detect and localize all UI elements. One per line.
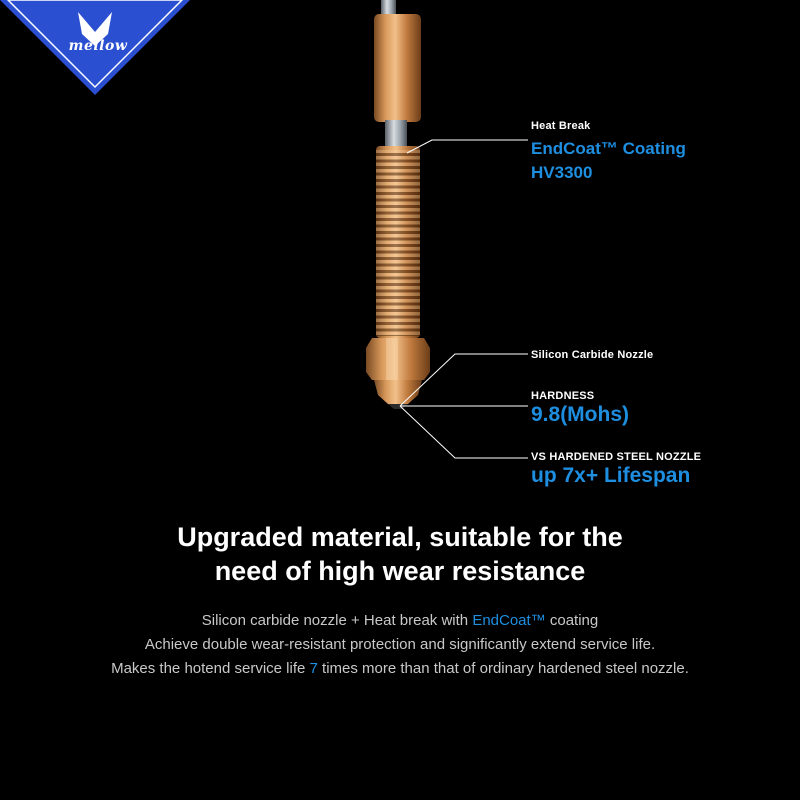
hardness-label: HARDNESS	[531, 390, 595, 402]
headline-line-2: need of high wear resistance	[214, 556, 586, 586]
heat-break-hardness: HV3300	[531, 163, 593, 182]
description-line-2: Achieve double wear-resistant protection and significantly extend service life.	[144, 636, 656, 653]
hardness-value: 9.8(Mohs)	[531, 403, 630, 426]
heat-break-coating: EndCoat™ Coating	[531, 139, 686, 158]
description-line-3	[0, 660, 800, 677]
lifespan-leader	[400, 406, 528, 458]
description-line-1	[0, 612, 800, 629]
description-line-3-pre: Makes the hotend service life	[111, 660, 310, 677]
multiplier-highlight: 7	[309, 660, 318, 677]
lifespan-value: up 7x+ Lifespan	[531, 464, 691, 487]
headline-line-1: Upgraded material, suitable for the	[177, 522, 623, 552]
lifespan-label: VS HARDENED STEEL NOZZLE	[531, 451, 702, 463]
nozzle-label: Silicon Carbide Nozzle	[531, 349, 654, 361]
description-line-3-post: times more than that of ordinary hardened steel nozzle.	[317, 660, 689, 677]
heat-break-leader	[407, 140, 528, 153]
endcoat-highlight: EndCoat™	[472, 612, 546, 629]
heat-break-sleeve	[374, 14, 421, 122]
description-line-1-post: coating	[545, 612, 599, 629]
description-line-1-pre: Silicon carbide nozzle + Heat break with	[201, 612, 473, 629]
heat-break-neck	[385, 120, 407, 148]
heat-break-label: Heat Break	[531, 120, 591, 132]
logo-text: mellow	[68, 38, 128, 54]
